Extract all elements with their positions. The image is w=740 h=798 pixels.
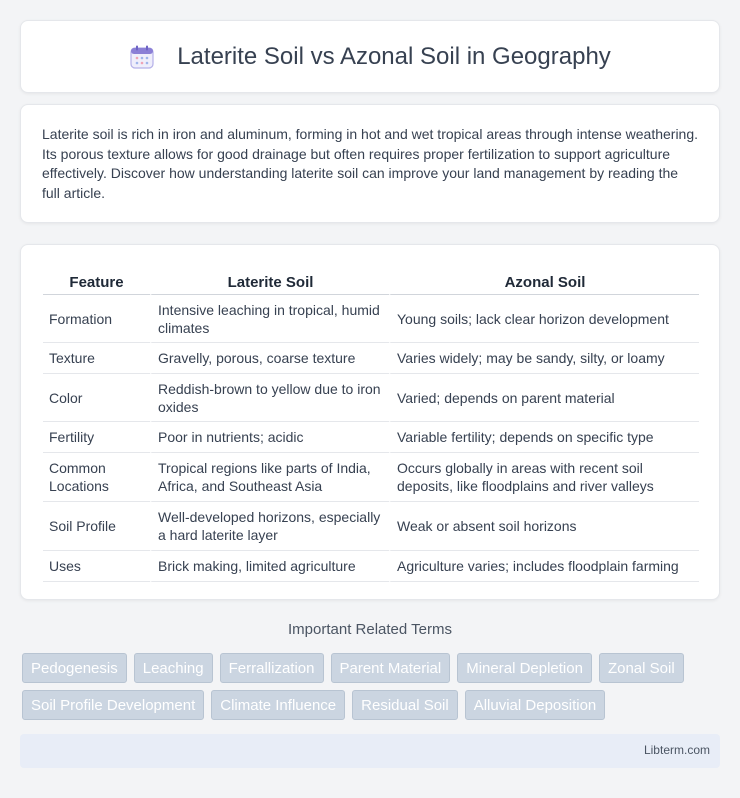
tag-residual-soil[interactable]: Residual Soil <box>352 690 458 720</box>
table-cell-laterite: Poor in nutrients; acidic <box>150 422 389 453</box>
table-row <box>43 551 699 582</box>
table-cell-feature: Texture <box>43 343 150 374</box>
table-row <box>43 295 699 343</box>
table-cell-laterite: Brick making, limited agriculture <box>150 551 389 582</box>
tag-soil-profile-development[interactable]: Soil Profile Development <box>22 690 204 720</box>
table-header-row <box>43 265 699 295</box>
tag-alluvial-deposition[interactable]: Alluvial Deposition <box>465 690 606 720</box>
tag-leaching[interactable]: Leaching <box>134 653 213 683</box>
intro-card <box>20 104 720 223</box>
tag-mineral-depletion[interactable]: Mineral Depletion <box>457 653 592 683</box>
table-cell-azonal: Varied; depends on parent material <box>389 374 699 422</box>
table-cell-feature: Common Locations <box>43 453 150 502</box>
table-cell-feature: Formation <box>43 295 150 343</box>
table-cell-laterite: Well-developed horizons, especially a hard laterite layer <box>150 502 389 551</box>
table-header-feature: Feature <box>43 265 150 295</box>
table-cell-azonal: Weak or absent soil horizons <box>389 502 699 551</box>
table-header-laterite: Laterite Soil <box>150 265 389 295</box>
table-cell-feature: Uses <box>43 551 150 582</box>
table-cell-laterite: Gravelly, porous, coarse texture <box>150 343 389 374</box>
related-terms-heading: Important Related Terms <box>288 621 452 638</box>
tag-zonal-soil[interactable]: Zonal Soil <box>599 653 684 683</box>
related-terms-list <box>22 653 722 720</box>
footer <box>20 734 720 768</box>
table-cell-azonal: Young soils; lack clear horizon development <box>389 295 699 343</box>
table-row <box>43 374 699 422</box>
tag-climate-influence[interactable]: Climate Influence <box>211 690 345 720</box>
tag-pedogenesis[interactable]: Pedogenesis <box>22 653 127 683</box>
table-cell-azonal: Agriculture varies; includes floodplain farming <box>389 551 699 582</box>
intro-text: Laterite soil is rich in iron and aluminum, forming in hot and wet tropical areas through intense weathering. Its porous texture allows for good drainage but often requires proper fertilization to support agriculture effectively. Discover how understanding laterite soil can improve your land management by reading the full article. <box>42 126 699 201</box>
footer-site-link[interactable]: Libterm.com <box>643 743 710 757</box>
table-row <box>43 422 699 453</box>
table-cell-laterite: Reddish-brown to yellow due to iron oxides <box>150 374 389 422</box>
table-row <box>43 502 699 551</box>
table-cell-azonal: Variable fertility; depends on specific type <box>389 422 699 453</box>
table-cell-feature: Fertility <box>43 422 150 453</box>
tag-ferrallization[interactable]: Ferrallization <box>220 653 324 683</box>
table-cell-feature: Soil Profile <box>43 502 150 551</box>
table-row <box>43 453 699 502</box>
table-cell-laterite: Intensive leaching in tropical, humid climates <box>150 295 389 343</box>
header-card <box>20 20 720 93</box>
calendar-icon <box>129 44 155 70</box>
table-cell-feature: Color <box>43 374 150 422</box>
table-cell-azonal: Varies widely; may be sandy, silty, or loamy <box>389 343 699 374</box>
table-cell-laterite: Tropical regions like parts of India, Africa, and Southeast Asia <box>150 453 389 502</box>
tag-parent-material[interactable]: Parent Material <box>331 653 451 683</box>
page-title: Laterite Soil vs Azonal Soil in Geography <box>177 42 611 70</box>
table-header-azonal: Azonal Soil <box>389 265 699 295</box>
comparison-table <box>43 265 699 582</box>
comparison-table-card <box>20 244 720 600</box>
table-row <box>43 343 699 374</box>
table-cell-azonal: Occurs globally in areas with recent soil deposits, like floodplains and river valleys <box>389 453 699 502</box>
